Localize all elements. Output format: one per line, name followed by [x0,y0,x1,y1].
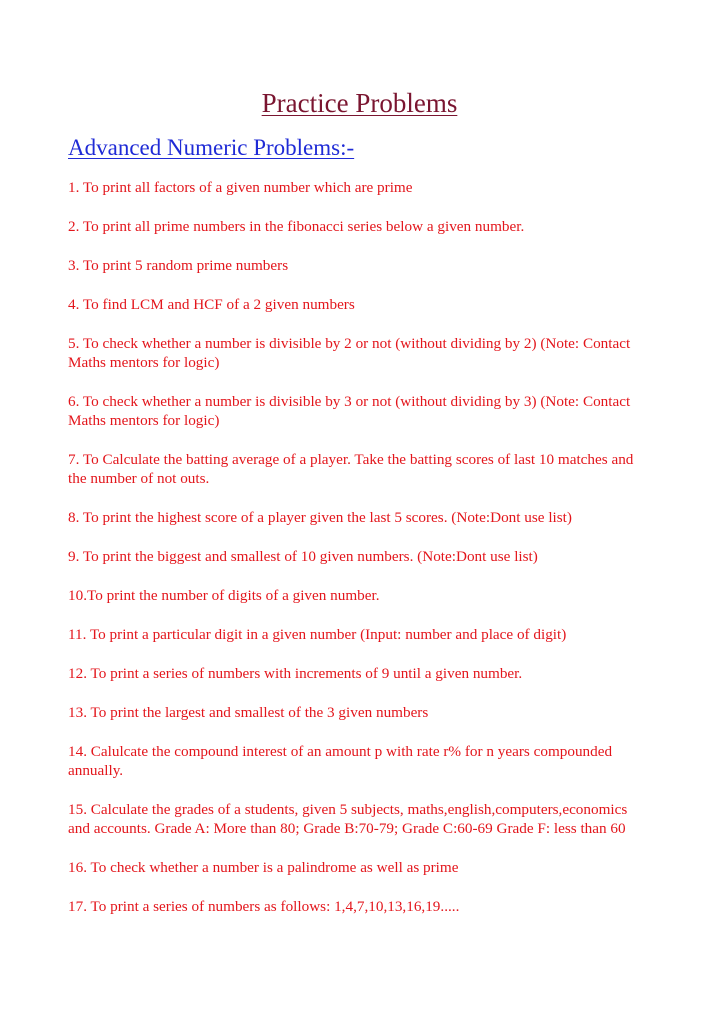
problem-item: 2. To print all prime numbers in the fibonacci series below a given number. [68,218,525,235]
problem-item: 7. To Calculate the batting average of a player. Take the batting scores of last 10 matches and the number of not outs. [68,451,634,487]
problem-item: 15. Calculate the grades of a students, given 5 subjects, maths,english,computers,economics and accounts. Grade A: More than 80; Grade B:70-79; Grade C:60-69 Grade F: less than 60 [68,801,628,837]
problem-item: 14. Calulcate the compound interest of an amount p with rate r% for n years compounded annually. [68,743,613,779]
problem-item: 12. To print a series of numbers with increments of 9 until a given number. [68,665,523,682]
problem-item: 11. To print a particular digit in a given number (Input: number and place of digit) [68,626,567,643]
section-heading: Advanced Numeric Problems:- [68,135,355,160]
problem-item: 9. To print the biggest and smallest of 10 given numbers. (Note:Dont use list) [68,548,538,565]
problem-item: 8. To print the highest score of a player given the last 5 scores. (Note:Dont use list) [68,509,572,526]
problem-item: 1. To print all factors of a given number which are prime [68,179,413,196]
problem-item: 17. To print a series of numbers as follows: 1,4,7,10,13,16,19..... [68,898,460,915]
problem-item: 10.To print the number of digits of a given number. [68,587,380,604]
page-title: Practice Problems [261,88,458,118]
problem-item: 5. To check whether a number is divisible by 2 or not (without dividing by 2) (Note: Contact Maths mentors for logic) [68,335,631,371]
problem-item: 16. To check whether a number is a palindrome as well as prime [68,859,459,876]
problem-item: 3. To print 5 random prime numbers [68,257,289,274]
problem-list [68,178,649,916]
problem-item: 4. To find LCM and HCF of a 2 given numbers [68,296,355,313]
problem-item: 6. To check whether a number is divisible by 3 or not (without dividing by 3) (Note: Contact Maths mentors for logic) [68,393,631,429]
problem-item: 13. To print the largest and smallest of the 3 given numbers [68,704,429,721]
